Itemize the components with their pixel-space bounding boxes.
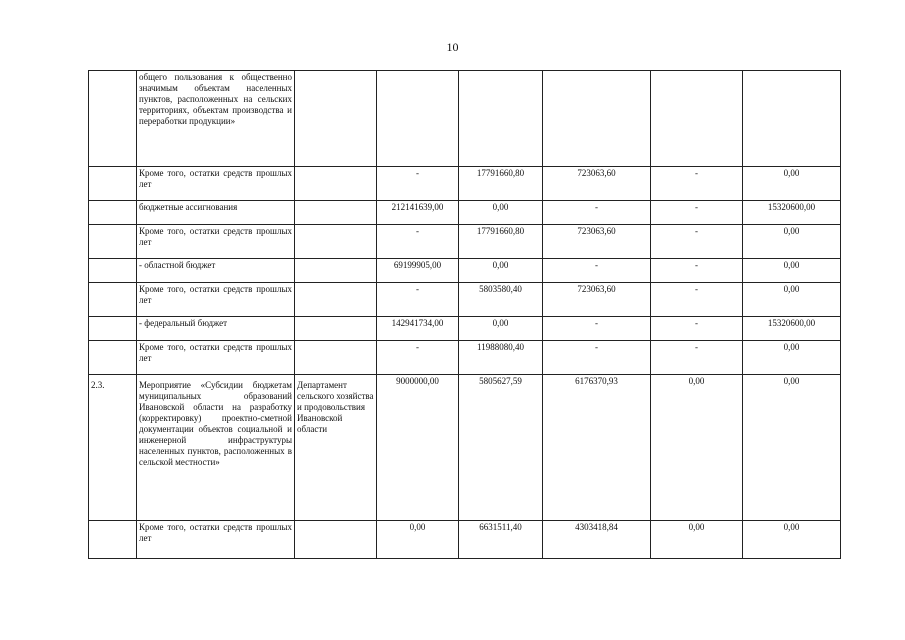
responsible-cell [295, 341, 377, 375]
responsible-cell [295, 317, 377, 341]
value-cell: 0,00 [743, 225, 841, 259]
value-cell: 15320600,00 [743, 317, 841, 341]
row-number-cell [89, 341, 137, 375]
value-cell: 142941734,00 [377, 317, 459, 341]
responsible-cell [295, 259, 377, 283]
value-cell: 69199905,00 [377, 259, 459, 283]
value-cell: - [543, 201, 651, 225]
value-cell: 0,00 [743, 259, 841, 283]
value-cell: 4303418,84 [543, 521, 651, 559]
value-cell: - [377, 283, 459, 317]
row-number-cell [89, 225, 137, 259]
value-cell: - [651, 225, 743, 259]
responsible-cell [295, 71, 377, 167]
responsible-cell [295, 225, 377, 259]
responsible-cell [295, 167, 377, 201]
value-cell: 0,00 [743, 521, 841, 559]
table-row [89, 225, 841, 259]
value-cell: - [651, 201, 743, 225]
value-cell: 17791660,80 [459, 225, 543, 259]
value-cell: 0,00 [743, 375, 841, 521]
value-cell: 212141639,00 [377, 201, 459, 225]
value-cell: 0,00 [459, 259, 543, 283]
responsible-cell: Департамент сельского хозяйства и продовольствия Ивановской области [295, 375, 377, 521]
value-cell: - [651, 259, 743, 283]
value-cell: - [543, 341, 651, 375]
value-cell: - [543, 259, 651, 283]
value-cell: 0,00 [651, 521, 743, 559]
value-cell: 5805627,59 [459, 375, 543, 521]
description-cell: Кроме того, остатки средств прошлых лет [137, 341, 295, 375]
page-number: 10 [446, 40, 459, 54]
value-cell: 15320600,00 [743, 201, 841, 225]
value-cell: 11988080,40 [459, 341, 543, 375]
responsible-cell [295, 283, 377, 317]
value-cell: 0,00 [377, 521, 459, 559]
value-cell: 6176370,93 [543, 375, 651, 521]
value-cell [743, 71, 841, 167]
table-row [89, 71, 841, 167]
value-cell [377, 71, 459, 167]
description-cell: общего пользования к общественно значимым объектам населенных пунктов, расположенных на сельских территориях, объектам производства и переработки продукции» [137, 71, 295, 167]
description-cell: Кроме того, остатки средств прошлых лет [137, 225, 295, 259]
value-cell: 5803580,40 [459, 283, 543, 317]
budget-table [88, 70, 841, 559]
description-cell: Мероприятие «Субсидии бюджетам муниципальных образований Ивановской области на разработку (корректировку) проектно-сметной документации объектов социальной и инженерной инфраструктуры населенных пунктов, расположенных в сельской местности» [137, 375, 295, 521]
value-cell: - [651, 341, 743, 375]
value-cell: - [543, 317, 651, 341]
value-cell: 0,00 [459, 317, 543, 341]
row-number-cell: 2.3. [89, 375, 137, 521]
value-cell: 0,00 [743, 283, 841, 317]
row-number-cell [89, 521, 137, 559]
table-row [89, 201, 841, 225]
table-row [89, 283, 841, 317]
row-number-cell [89, 259, 137, 283]
description-cell: - федеральный бюджет [137, 317, 295, 341]
row-number-cell [89, 201, 137, 225]
value-cell: 723063,60 [543, 283, 651, 317]
table-row [89, 259, 841, 283]
table-row [89, 375, 841, 521]
description-cell: Кроме того, остатки средств прошлых лет [137, 521, 295, 559]
description-cell: Кроме того, остатки средств прошлых лет [137, 283, 295, 317]
value-cell: - [377, 225, 459, 259]
value-cell [459, 71, 543, 167]
value-cell: - [651, 317, 743, 341]
description-cell: - областной бюджет [137, 259, 295, 283]
value-cell: 0,00 [459, 201, 543, 225]
table-row [89, 167, 841, 201]
responsible-cell [295, 521, 377, 559]
responsible-cell [295, 201, 377, 225]
table-row [89, 341, 841, 375]
value-cell: 723063,60 [543, 167, 651, 201]
value-cell [543, 71, 651, 167]
value-cell: - [651, 283, 743, 317]
value-cell: 0,00 [651, 375, 743, 521]
row-number-cell [89, 71, 137, 167]
value-cell: - [377, 341, 459, 375]
value-cell: 723063,60 [543, 225, 651, 259]
value-cell: - [651, 167, 743, 201]
value-cell: 6631511,40 [459, 521, 543, 559]
value-cell: 17791660,80 [459, 167, 543, 201]
table-row [89, 521, 841, 559]
description-cell: бюджетные ассигнования [137, 201, 295, 225]
row-number-cell [89, 317, 137, 341]
value-cell: 9000000,00 [377, 375, 459, 521]
row-number-cell [89, 283, 137, 317]
table-row [89, 317, 841, 341]
value-cell: 0,00 [743, 341, 841, 375]
value-cell: - [377, 167, 459, 201]
row-number-cell [89, 167, 137, 201]
value-cell [651, 71, 743, 167]
description-cell: Кроме того, остатки средств прошлых лет [137, 167, 295, 201]
value-cell: 0,00 [743, 167, 841, 201]
